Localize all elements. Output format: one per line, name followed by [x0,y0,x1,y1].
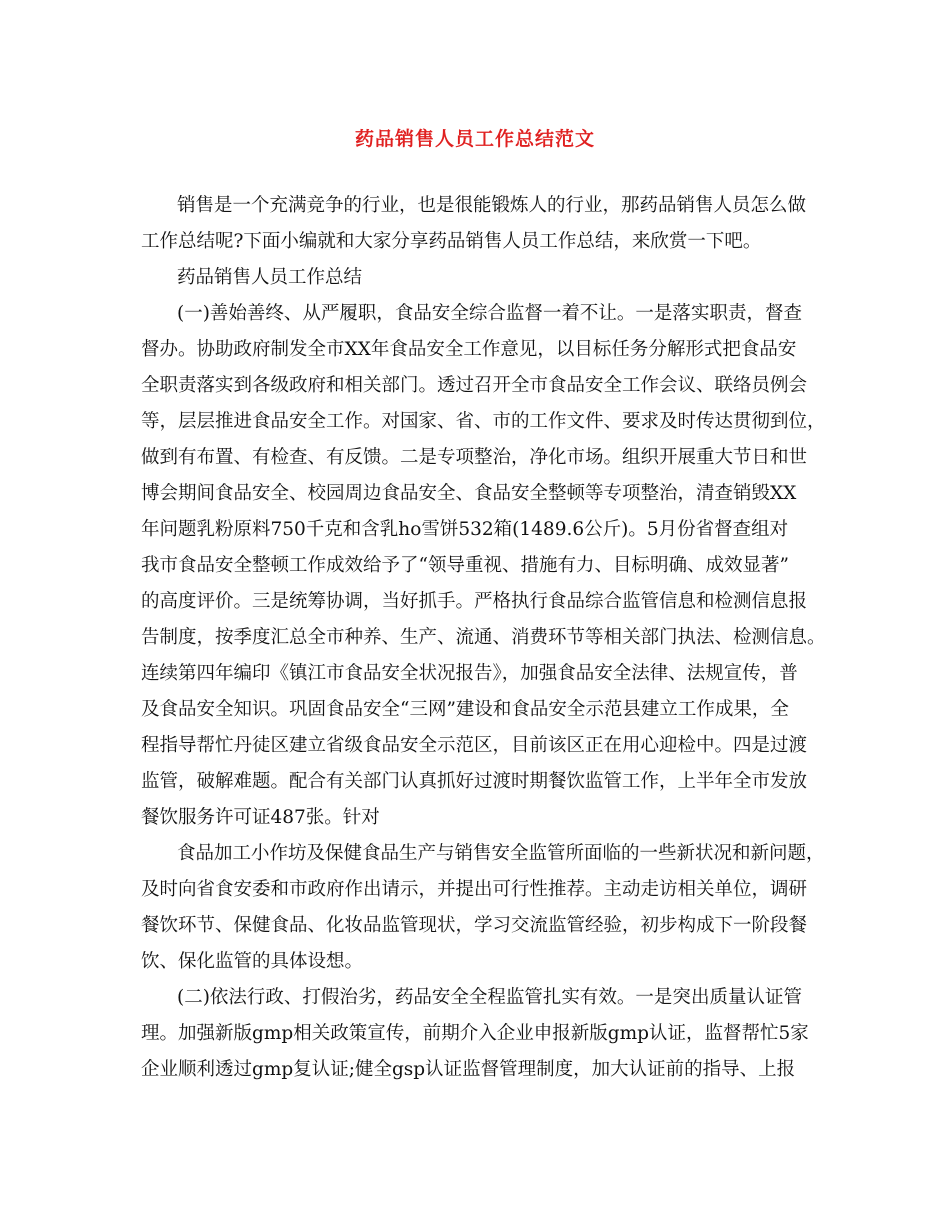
text-line: 及食品安全知识。巩固食品安全“三网”建设和食品安全示范县建立工作成果，全 [141,699,789,720]
text-line: (一)善始善终、从严履职，食品安全综合监督一着不让。一是落实职责，督查 [177,303,802,324]
text-line: 年问题乳粉原料750千克和含乳ho雪饼532箱(1489.6公斤)。5月份省督查组对 [141,519,789,540]
text-line: 博会期间食品安全、校园周边食品安全、食品安全整顿等专项整治，清查销毁XX [141,483,797,504]
text-line: 连续第四年编印《镇江市食品安全状况报告》，加强食品安全法律、法规宣传，普 [141,663,798,684]
text-line: 程指导帮忙丹徒区建立省级食品安全示范区，目前该区正在用心迎检中。四是过渡 [141,735,808,756]
text-line: (二)依法行政、打假治劣，药品安全全程监管扎实有效。一是突出质量认证管 [177,987,802,1008]
text-line: 的高度评价。三是统筹协调，当好抓手。严格执行食品综合监管信息和检测信息报 [141,591,808,612]
text-line: 告制度，按季度汇总全市种养、生产、流通、消费环节等相关部门执法、检测信息。 [141,627,826,648]
text-line: 药品销售人员工作总结 [177,267,363,288]
text-line: 食品加工小作坊及保健食品生产与销售安全监管所面临的一些新状况和新问题， [177,843,825,864]
text-line: 销售是一个充满竞争的行业，也是很能锻炼人的行业，那药品销售人员怎么做 [177,195,807,216]
text-line: 督办。协助政府制发全市XX年食品安全工作意见，以目标任务分解形式把食品安 [141,339,797,360]
text-line: 饮、保化监管的具体设想。 [141,951,364,972]
document-title: 药品销售人员工作总结范文 [354,128,595,150]
text-line: 餐饮环节、保健食品、化妆品监管现状，学习交流监管经验，初步构成下一阶段餐 [141,915,808,936]
text-line: 做到有布置、有检查、有反馈。二是专项整治，净化市场。组织开展重大节日和世 [141,447,808,468]
text-line: 全职责落实到各级政府和相关部门。透过召开全市食品安全工作会议、联络员例会 [141,375,808,396]
text-line: 企业顺利透过gmp复认证;健全gsp认证监督管理制度，加大认证前的指导、上报 [141,1059,796,1080]
text-line: 及时向省食安委和市政府作出请示，并提出可行性推荐。主动走访相关单位，调研 [141,879,808,900]
text-line: 等，层层推进食品安全工作。对国家、省、市的工作文件、要求及时传达贯彻到位， [141,411,826,432]
text-line: 理。加强新版gmp相关政策宣传，前期介入企业申报新版gmp认证，监督帮忙5家 [141,1023,809,1044]
text-line: 监管，破解难题。配合有关部门认真抓好过渡时期餐饮监管工作，上半年全市发放 [141,771,808,792]
text-line: 工作总结呢?下面小编就和大家分享药品销售人员工作总结，来欣赏一下吧。 [141,231,762,252]
text-line: 我市食品安全整顿工作成效给予了“领导重视、措施有力、目标明确、成效显著” [141,555,789,576]
text-line: 餐饮服务许可证487张。针对 [141,807,380,828]
